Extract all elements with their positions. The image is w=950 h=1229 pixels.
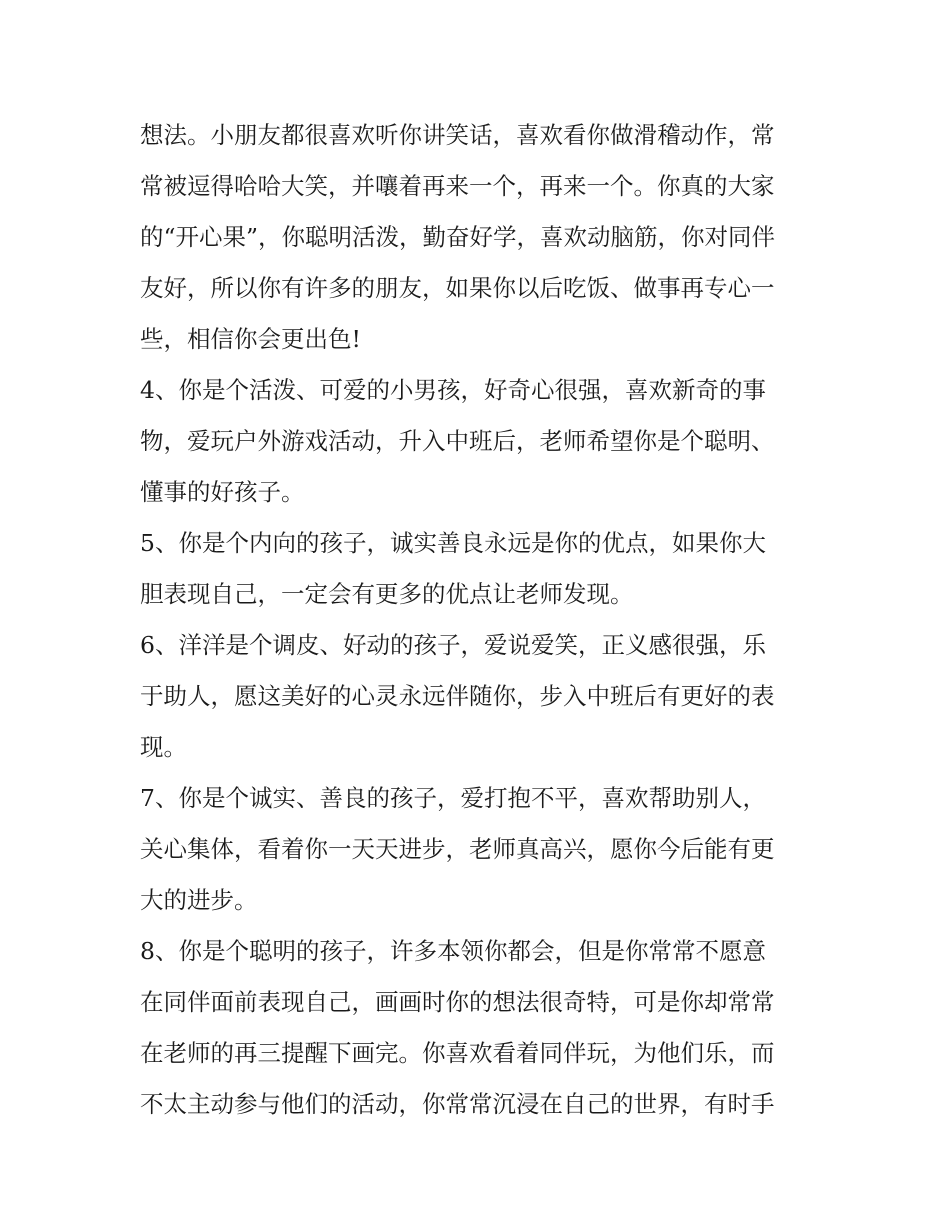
- text-line: 在老师的再三提醒下画完。你喜欢看着同伴玩，为他们乐，而: [140, 1039, 775, 1067]
- text-line: 4、你是个活泼、可爱的小男孩，好奇心很强，喜欢新奇的事: [140, 376, 766, 404]
- text-line: 6、洋洋是个调皮、好动的孩子，爱说爱笑，正义感很强，乐: [140, 631, 766, 659]
- text-line: 不太主动参与他们的活动，你常常沉浸在自己的世界，有时手: [140, 1090, 775, 1118]
- text-line: 8、你是个聪明的孩子，许多本领你都会，但是你常常不愿意: [140, 937, 766, 965]
- text-line: 友好，所以你有许多的朋友，如果你以后吃饭、做事再专心一: [140, 274, 775, 302]
- text-line: 懂事的好孩子。: [140, 478, 305, 506]
- document-body: [140, 110, 816, 1130]
- text-line: 于助人，愿这美好的心灵永远伴随你，步入中班后有更好的表: [140, 682, 775, 710]
- text-line: 7、你是个诚实、善良的孩子，爱打抱不平，喜欢帮助别人，: [140, 784, 766, 812]
- text-line: 胆表现自己，一定会有更多的优点让老师发现。: [140, 580, 634, 608]
- text-line: 现。: [140, 733, 187, 761]
- text-line: 的“开心果”，你聪明活泼，勤奋好学，喜欢动脑筋，你对同伴: [140, 223, 776, 251]
- text-line: 想法。小朋友都很喜欢听你讲笑话，喜欢看你做滑稽动作，常: [140, 121, 775, 149]
- text-line: 物，爱玩户外游戏活动，升入中班后，老师希望你是个聪明、: [140, 427, 775, 455]
- text-line: 在同伴面前表现自己，画画时你的想法很奇特，可是你却常常: [140, 988, 775, 1016]
- text-line: 大的进步。: [140, 886, 258, 914]
- text-line: 常被逗得哈哈大笑，并嚷着再来一个，再来一个。你真的大家: [140, 172, 775, 200]
- text-line: 5、你是个内向的孩子，诚实善良永远是你的优点，如果你大: [140, 529, 766, 557]
- text-line: 些，相信你会更出色!: [140, 325, 361, 353]
- text-line: 关心集体，看着你一天天进步，老师真高兴，愿你今后能有更: [140, 835, 775, 863]
